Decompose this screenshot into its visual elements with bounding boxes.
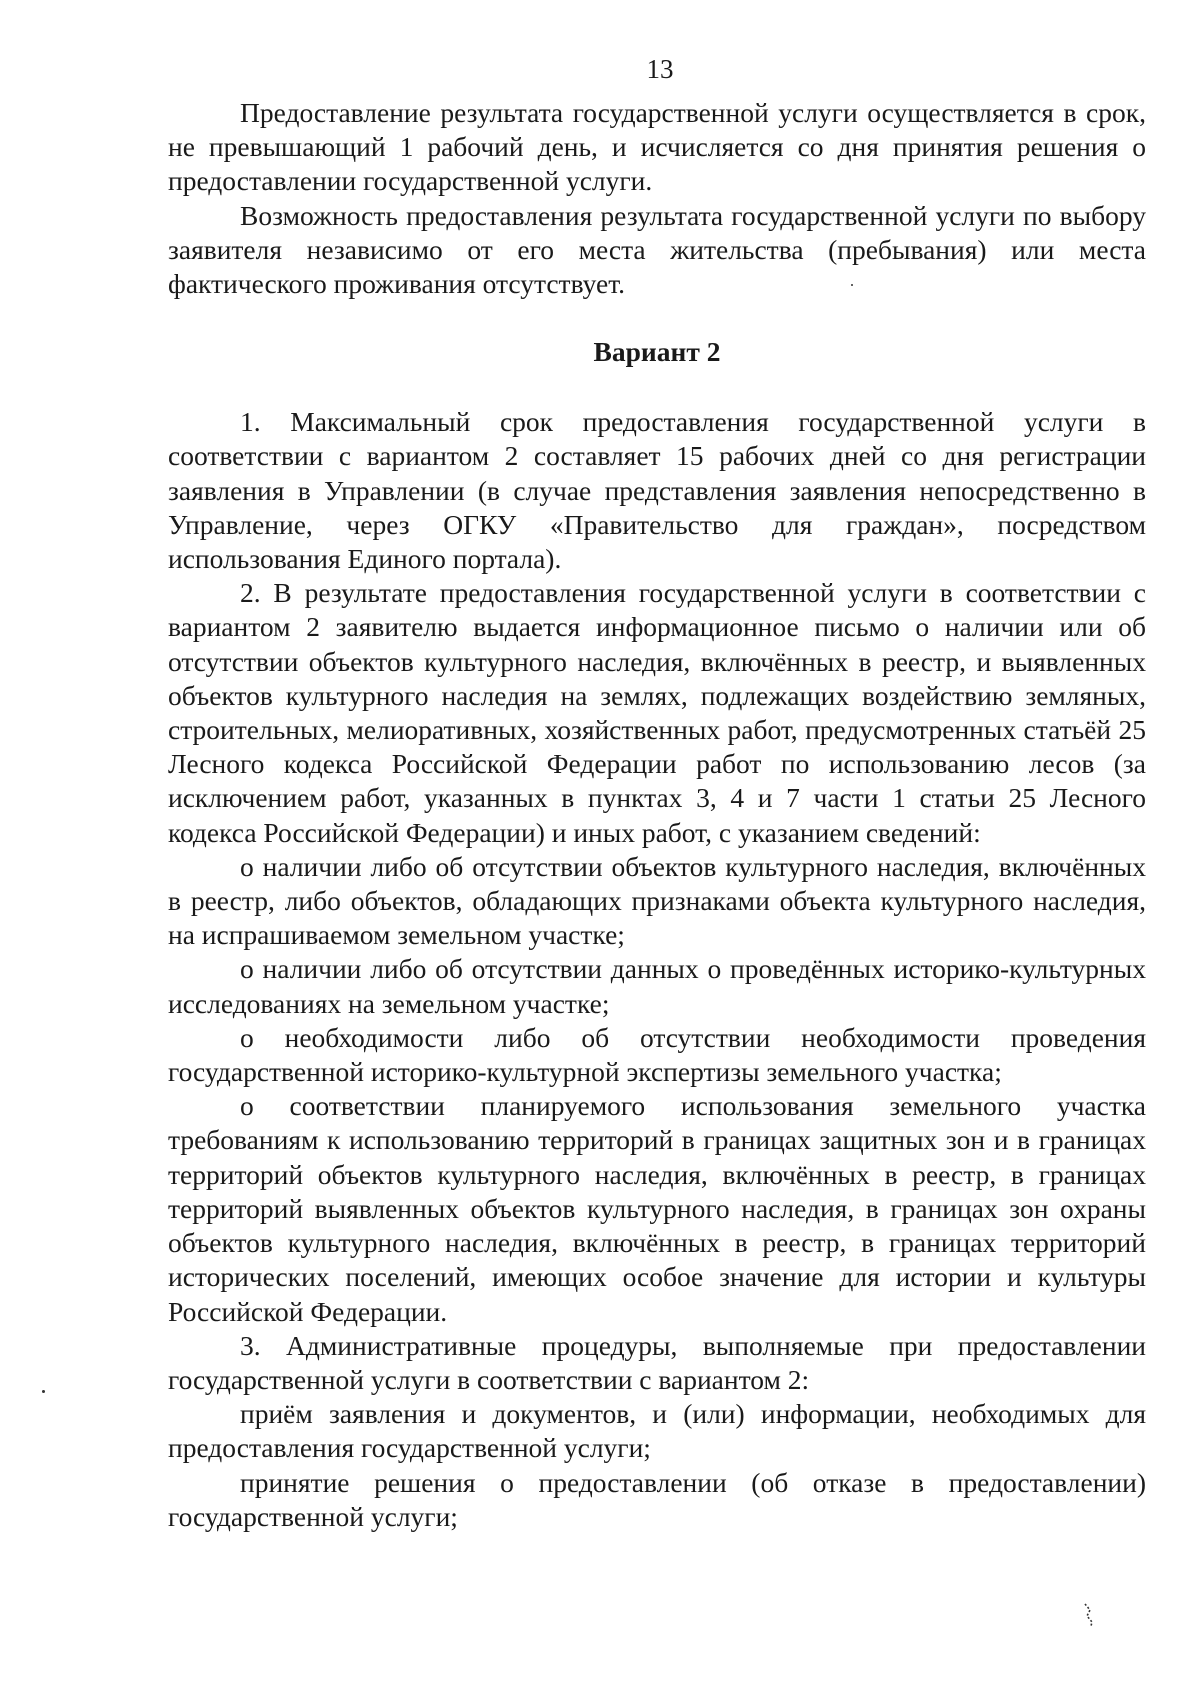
paragraph-procedure-intake: приём заявления и документов, и (или) информации, необходимых для предоставления государственной услуги; — [168, 1398, 1146, 1464]
paragraph-info-compliance: о соответствии планируемого использования земельного участка требованиям к использованию территорий в границах защитных зон и в границах территорий объектов культурного наследия, включённых в реестр, в границах территорий выявленных объектов культурного наследия, в границах зон охраны объектов культурного наследия, включённых в реестр, в границах территорий исторических поселений, имеющих особое значение для истории и культуры Российской Федерации. — [168, 1090, 1146, 1327]
paragraph-result-by-choice: Возможность предоставления результата государственной услуги по выбору заявителя независимо от его места жительства (пребывания) или места фактического проживания отсутствует. — [168, 199, 1146, 300]
paragraph-procedure-decision: принятие решения о предоставлении (об отказе в предоставлении) государственной услуги; — [168, 1466, 1146, 1532]
scan-mark-icon — [1082, 1602, 1098, 1628]
spacer — [168, 301, 1146, 335]
scan-speck — [42, 1390, 45, 1393]
paragraph-result-deadline: Предоставление результата государственной услуги осуществляется в срок, не превышающий 1 рабочий день, и исчисляется со дня принятия решения о предоставлении государственной услуги. — [168, 97, 1146, 197]
paragraph-item-1: 1. Максимальный срок предоставления государственной услуги в соответствии с вариантом 2 составляет 15 рабочих дней со дня регистрации заявления в Управлении (в случае представления заявления непосредственно в Управление, через ОГКУ «Правительство для граждан», посредством использования Единого портала). — [168, 406, 1146, 575]
paragraph-info-expertise: о необходимости либо об отсутствии необходимости проведения государственной историко-культурной экспертизы земельного участка; — [168, 1021, 1146, 1088]
page-number: 13 — [646, 54, 674, 84]
scan-speck — [851, 284, 853, 286]
section-heading: Вариант 2 — [593, 336, 721, 368]
paragraph-info-research: о наличии либо об отсутствии данных о проведённых историко-культурных исследованиях на земельном участке; — [168, 953, 1146, 1019]
paragraph-item-3: 3. Административные процедуры, выполняемые при предоставлении государственной услуги в соответствии с вариантом 2: — [168, 1329, 1146, 1395]
paragraph-item-2: 2. В результате предоставления государственной услуги в соответствии с вариантом 2 заявителю выдается информационное письмо о наличии или об отсутствии объектов культурного наследия, включённых в реестр, и выявленных объектов культурного наследия на землях, подлежащих воздействию земляных, строительных, мелиоративных, хозяйственных работ, предусмотренных статьёй 25 Лесного кодекса Российской Федерации работ по использованию лесов (за исключением работ, указанных в пунктах 3, 4 и 7 части 1 статьи 25 Лесного кодекса Российской Федерации) и иных работ, с указанием сведений: — [168, 577, 1146, 848]
spacer — [168, 369, 1146, 405]
document-body — [168, 96, 1146, 1534]
paragraph-info-presence: о наличии либо об отсутствии объектов культурного наследия, включённых в реестр, либо объектов, обладающих признаками объекта культурного наследия, на испрашиваемом земельном участке; — [168, 850, 1146, 951]
